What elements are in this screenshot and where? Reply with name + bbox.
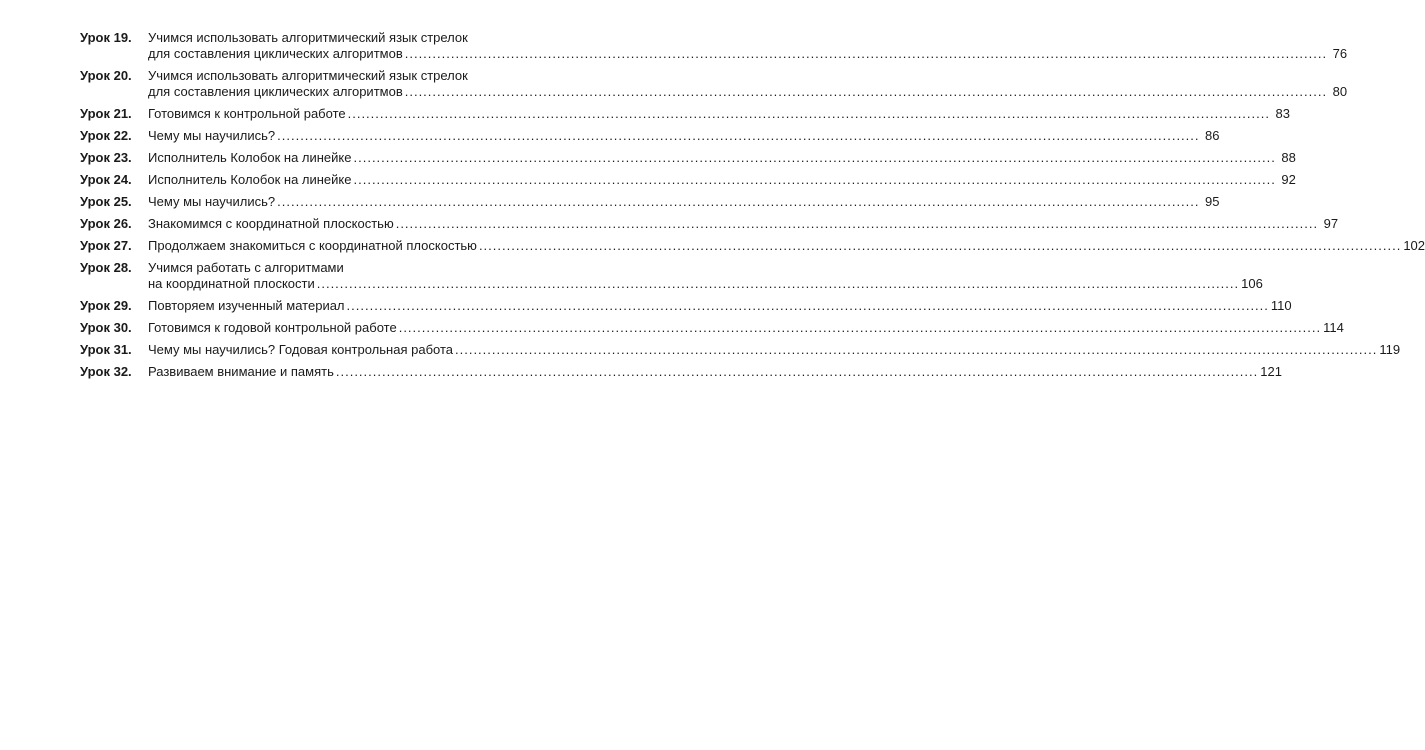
page-number: 83 [1275,106,1290,121]
title-line: Учимся использовать алгоритмический язык стрелок [148,30,468,45]
lesson-title [148,68,1347,100]
dot-leader [354,172,1276,188]
title-line: Чему мы научились? Годовая контрольная работа [148,342,453,357]
page-number: 114 [1323,320,1344,335]
dot-leader [405,46,1327,62]
lesson-title [148,260,1263,292]
dot-leader [317,276,1239,292]
lesson-number: Урок 27. [80,238,132,253]
lesson-number: Урок 26. [80,216,132,231]
title-line: Чему мы научились? [148,194,276,209]
toc-entry [80,150,1296,166]
dot-leader [455,342,1377,358]
page-number: 102 [1403,238,1425,253]
title-line: Учимся работать с алгоритмами [148,260,344,275]
page-number: 121 [1260,364,1282,379]
toc-entry [80,238,1425,254]
lesson-title [148,342,1400,358]
toc-entry [80,68,1348,100]
lesson-title [148,298,1292,314]
toc-entry [80,216,1339,232]
title-line: для составления циклических алгоритмов [148,46,403,61]
title-line: Чему мы научились? [148,128,276,143]
page-number: 80 [1332,84,1348,99]
page-number: 76 [1332,46,1348,61]
table-of-contents [80,30,1425,386]
dot-leader [347,298,1269,314]
dot-leader [399,320,1321,336]
dot-leader [479,238,1401,254]
lesson-title [148,364,1282,380]
toc-entry [80,30,1348,62]
toc-entry [80,364,1282,380]
lesson-title [148,238,1425,254]
page-number: 97 [1323,216,1339,231]
toc-entry [80,106,1290,122]
lesson-number: Урок 22. [80,128,132,143]
title-line: Исполнитель Колобок на линейке [148,150,352,165]
dot-leader [277,194,1199,210]
title-line: Продолжаем знакомиться с координатной плоскостью [148,238,477,253]
title-line: Учимся использовать алгоритмический язык стрелок [148,68,468,83]
lesson-number: Урок 20. [80,68,132,83]
lesson-title [148,216,1338,232]
page-number: 86 [1205,128,1220,143]
lesson-number: Урок 24. [80,172,132,187]
dot-leader [396,216,1318,232]
lesson-number: Урок 31. [80,342,132,357]
toc-entry [80,128,1220,144]
lesson-title [148,194,1220,210]
dot-leader [336,364,1258,380]
lesson-number: Урок 29. [80,298,132,313]
lesson-title [148,30,1347,62]
lesson-number: Урок 23. [80,150,132,165]
dot-leader [405,84,1327,100]
toc-entry [80,172,1296,188]
title-line: Повторяем изученный материал [148,298,345,313]
lesson-number: Урок 21. [80,106,132,121]
title-line: на координатной плоскости [148,276,315,291]
dot-leader [354,150,1276,166]
title-line: Готовимся к годовой контрольной работе [148,320,397,335]
lesson-title [148,320,1344,336]
toc-entry [80,260,1263,292]
page-number: 119 [1379,342,1401,357]
lesson-number: Урок 28. [80,260,132,275]
dot-leader [348,106,1270,122]
dot-leader [277,128,1199,144]
title-line: Исполнитель Колобок на линейке [148,172,352,187]
lesson-title [148,128,1220,144]
lesson-title [148,172,1296,188]
page-number: 88 [1281,150,1296,165]
page-number: 106 [1241,276,1263,291]
title-line: Знакомимся с координатной плоскостью [148,216,394,231]
page-number: 92 [1281,172,1296,187]
title-line: для составления циклических алгоритмов [148,84,403,99]
lesson-number: Урок 30. [80,320,132,335]
toc-entry [80,320,1344,336]
toc-entry [80,194,1220,210]
lesson-title [148,106,1290,122]
page-number: 95 [1205,194,1220,209]
title-line: Развиваем внимание и память [148,364,334,379]
page-number: 110 [1270,298,1292,313]
lesson-title [148,150,1296,166]
title-line: Готовимся к контрольной работе [148,106,346,121]
lesson-number: Урок 32. [80,364,132,379]
toc-entry [80,298,1292,314]
toc-entry [80,342,1401,358]
lesson-number: Урок 19. [80,30,132,45]
lesson-number: Урок 25. [80,194,132,209]
